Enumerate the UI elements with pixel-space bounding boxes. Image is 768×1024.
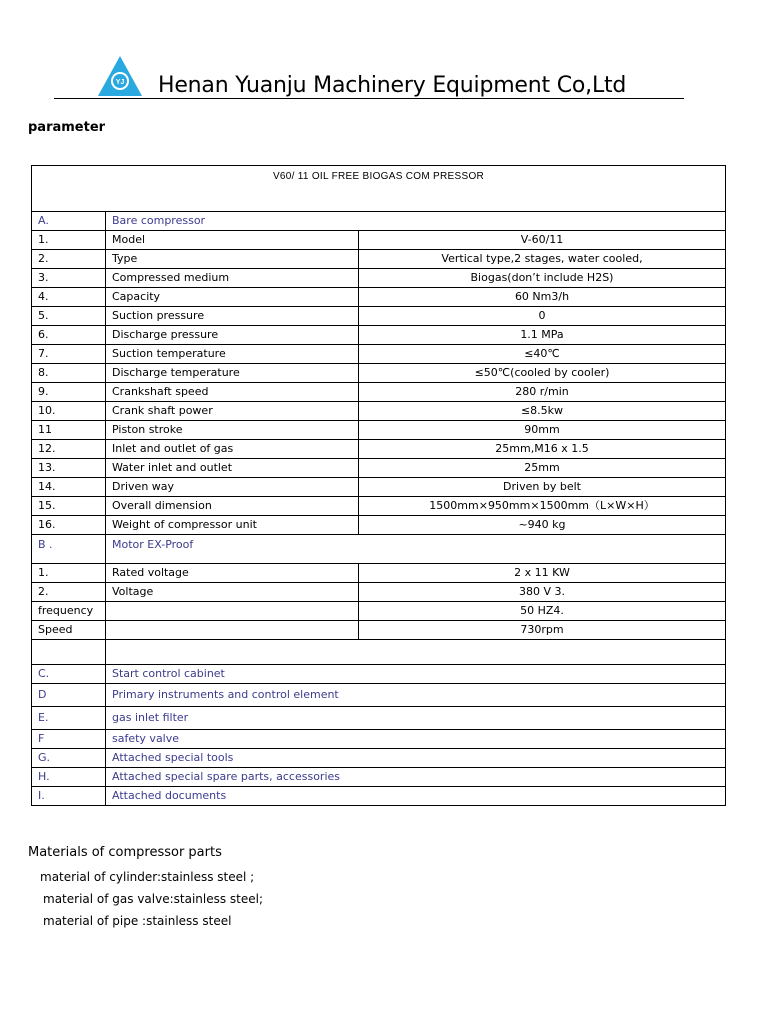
table-row bbox=[32, 478, 726, 497]
table-title-row bbox=[32, 166, 726, 212]
row-number: 1. bbox=[32, 231, 106, 250]
param-value: 25mm,M16 x 1.5 bbox=[359, 440, 726, 459]
param-value: 1.1 MPa bbox=[359, 326, 726, 345]
row-number: 10. bbox=[32, 402, 106, 421]
param-value: ≤40℃ bbox=[359, 345, 726, 364]
param-value: 280 r/min bbox=[359, 383, 726, 402]
param-value: Vertical type,2 stages, water cooled, bbox=[359, 250, 726, 269]
table-row bbox=[32, 383, 726, 402]
table-title: V60/ 11 OIL FREE BIOGAS COM PRESSOR bbox=[32, 166, 726, 212]
logo-text: YJ bbox=[115, 79, 125, 86]
table-row bbox=[32, 516, 726, 535]
table-row bbox=[32, 231, 726, 250]
material-line: material of gas valve:stainless steel; bbox=[43, 892, 264, 906]
section-code: E. bbox=[32, 707, 106, 730]
section-code: F bbox=[32, 730, 106, 749]
row-number: 4. bbox=[32, 288, 106, 307]
param-value: V-60/11 bbox=[359, 231, 726, 250]
param-name: Capacity bbox=[106, 288, 359, 307]
param-value: Driven by belt bbox=[359, 478, 726, 497]
blank-row bbox=[32, 640, 726, 665]
table-row bbox=[32, 602, 726, 621]
param-name: Water inlet and outlet bbox=[106, 459, 359, 478]
table-row bbox=[32, 288, 726, 307]
row-number: 3. bbox=[32, 269, 106, 288]
param-name: Rated voltage bbox=[106, 564, 359, 583]
table-row bbox=[32, 326, 726, 345]
param-value: 60 Nm3/h bbox=[359, 288, 726, 307]
param-value: ≤8.5kw bbox=[359, 402, 726, 421]
table-row bbox=[32, 621, 726, 640]
row-number: 16. bbox=[32, 516, 106, 535]
table-row bbox=[32, 440, 726, 459]
section-row bbox=[32, 768, 726, 787]
section-code: H. bbox=[32, 768, 106, 787]
row-number: 12. bbox=[32, 440, 106, 459]
table-row bbox=[32, 497, 726, 516]
param-name: Voltage bbox=[106, 583, 359, 602]
materials-section bbox=[28, 845, 263, 932]
param-value: 90mm bbox=[359, 421, 726, 440]
section-label-cell: Primary instruments and control element bbox=[106, 684, 726, 707]
row-number: 15. bbox=[32, 497, 106, 516]
row-number: 8. bbox=[32, 364, 106, 383]
param-name bbox=[106, 602, 359, 621]
table-row bbox=[32, 402, 726, 421]
param-name: Inlet and outlet of gas bbox=[106, 440, 359, 459]
section-label-cell: Bare compressor bbox=[106, 212, 726, 231]
param-value: 730rpm bbox=[359, 621, 726, 640]
param-name: Model bbox=[106, 231, 359, 250]
section-code: A. bbox=[32, 212, 106, 231]
section-code: C. bbox=[32, 665, 106, 684]
section-row bbox=[32, 535, 726, 564]
section-label-cell: Motor EX-Proof bbox=[106, 535, 726, 564]
param-value: 380 V 3. bbox=[359, 583, 726, 602]
param-value: ≤50℃(cooled by cooler) bbox=[359, 364, 726, 383]
row-number: frequency bbox=[32, 602, 106, 621]
row-number: 11 bbox=[32, 421, 106, 440]
param-name: Suction temperature bbox=[106, 345, 359, 364]
company-name: Henan Yuanju Machinery Equipment Co,Ltd bbox=[158, 73, 627, 98]
param-name: Crank shaft power bbox=[106, 402, 359, 421]
param-name: Crankshaft speed bbox=[106, 383, 359, 402]
row-number: 14. bbox=[32, 478, 106, 497]
row-number: 2. bbox=[32, 250, 106, 269]
section-label-cell: Attached special spare parts, accessories bbox=[106, 768, 726, 787]
table-row bbox=[32, 421, 726, 440]
section-row bbox=[32, 707, 726, 730]
section-row bbox=[32, 212, 726, 231]
param-name: Weight of compressor unit bbox=[106, 516, 359, 535]
section-label-cell: gas inlet filter bbox=[106, 707, 726, 730]
param-value: 2 x 11 KW bbox=[359, 564, 726, 583]
table-row bbox=[32, 269, 726, 288]
row-number: 9. bbox=[32, 383, 106, 402]
section-code: D bbox=[32, 684, 106, 707]
section-label-cell: Attached documents bbox=[106, 787, 726, 806]
table-row bbox=[32, 583, 726, 602]
param-value: 0 bbox=[359, 307, 726, 326]
param-name bbox=[106, 621, 359, 640]
param-value: 1500mm×950mm×1500mm（L×W×H） bbox=[359, 497, 726, 516]
param-name: Discharge pressure bbox=[106, 326, 359, 345]
blank-cell bbox=[106, 640, 726, 665]
materials-title: Materials of compressor parts bbox=[28, 845, 222, 860]
param-name: Compressed medium bbox=[106, 269, 359, 288]
row-number: 2. bbox=[32, 583, 106, 602]
material-line: material of pipe :stainless steel bbox=[43, 914, 232, 928]
param-value: 50 HZ4. bbox=[359, 602, 726, 621]
section-code: G. bbox=[32, 749, 106, 768]
section-label: parameter bbox=[28, 120, 106, 135]
table-row bbox=[32, 345, 726, 364]
param-name: Driven way bbox=[106, 478, 359, 497]
row-number: 7. bbox=[32, 345, 106, 364]
param-name: Discharge temperature bbox=[106, 364, 359, 383]
param-value: Biogas(don’t include H2S) bbox=[359, 269, 726, 288]
param-value: 25mm bbox=[359, 459, 726, 478]
section-row bbox=[32, 787, 726, 806]
param-name: Suction pressure bbox=[106, 307, 359, 326]
section-code: I. bbox=[32, 787, 106, 806]
section-row bbox=[32, 730, 726, 749]
table-row bbox=[32, 250, 726, 269]
row-number: 6. bbox=[32, 326, 106, 345]
section-code: B . bbox=[32, 535, 106, 564]
section-label-cell: safety valve bbox=[106, 730, 726, 749]
row-number: Speed bbox=[32, 621, 106, 640]
row-number: 1. bbox=[32, 564, 106, 583]
row-number: 5. bbox=[32, 307, 106, 326]
section-row bbox=[32, 749, 726, 768]
table-row bbox=[32, 459, 726, 478]
table-row bbox=[32, 364, 726, 383]
param-value: ~940 kg bbox=[359, 516, 726, 535]
material-line: material of cylinder:stainless steel ; bbox=[40, 870, 255, 884]
section-row bbox=[32, 684, 726, 707]
row-number: 13. bbox=[32, 459, 106, 478]
section-label-cell: Start control cabinet bbox=[106, 665, 726, 684]
param-name: Overall dimension bbox=[106, 497, 359, 516]
company-logo bbox=[96, 54, 144, 98]
section-row bbox=[32, 665, 726, 684]
param-name: Type bbox=[106, 250, 359, 269]
header-underline bbox=[54, 98, 684, 99]
blank-cell bbox=[32, 640, 106, 665]
section-label-cell: Attached special tools bbox=[106, 749, 726, 768]
param-name: Piston stroke bbox=[106, 421, 359, 440]
table-row bbox=[32, 307, 726, 326]
spec-table bbox=[31, 165, 726, 806]
table-row bbox=[32, 564, 726, 583]
